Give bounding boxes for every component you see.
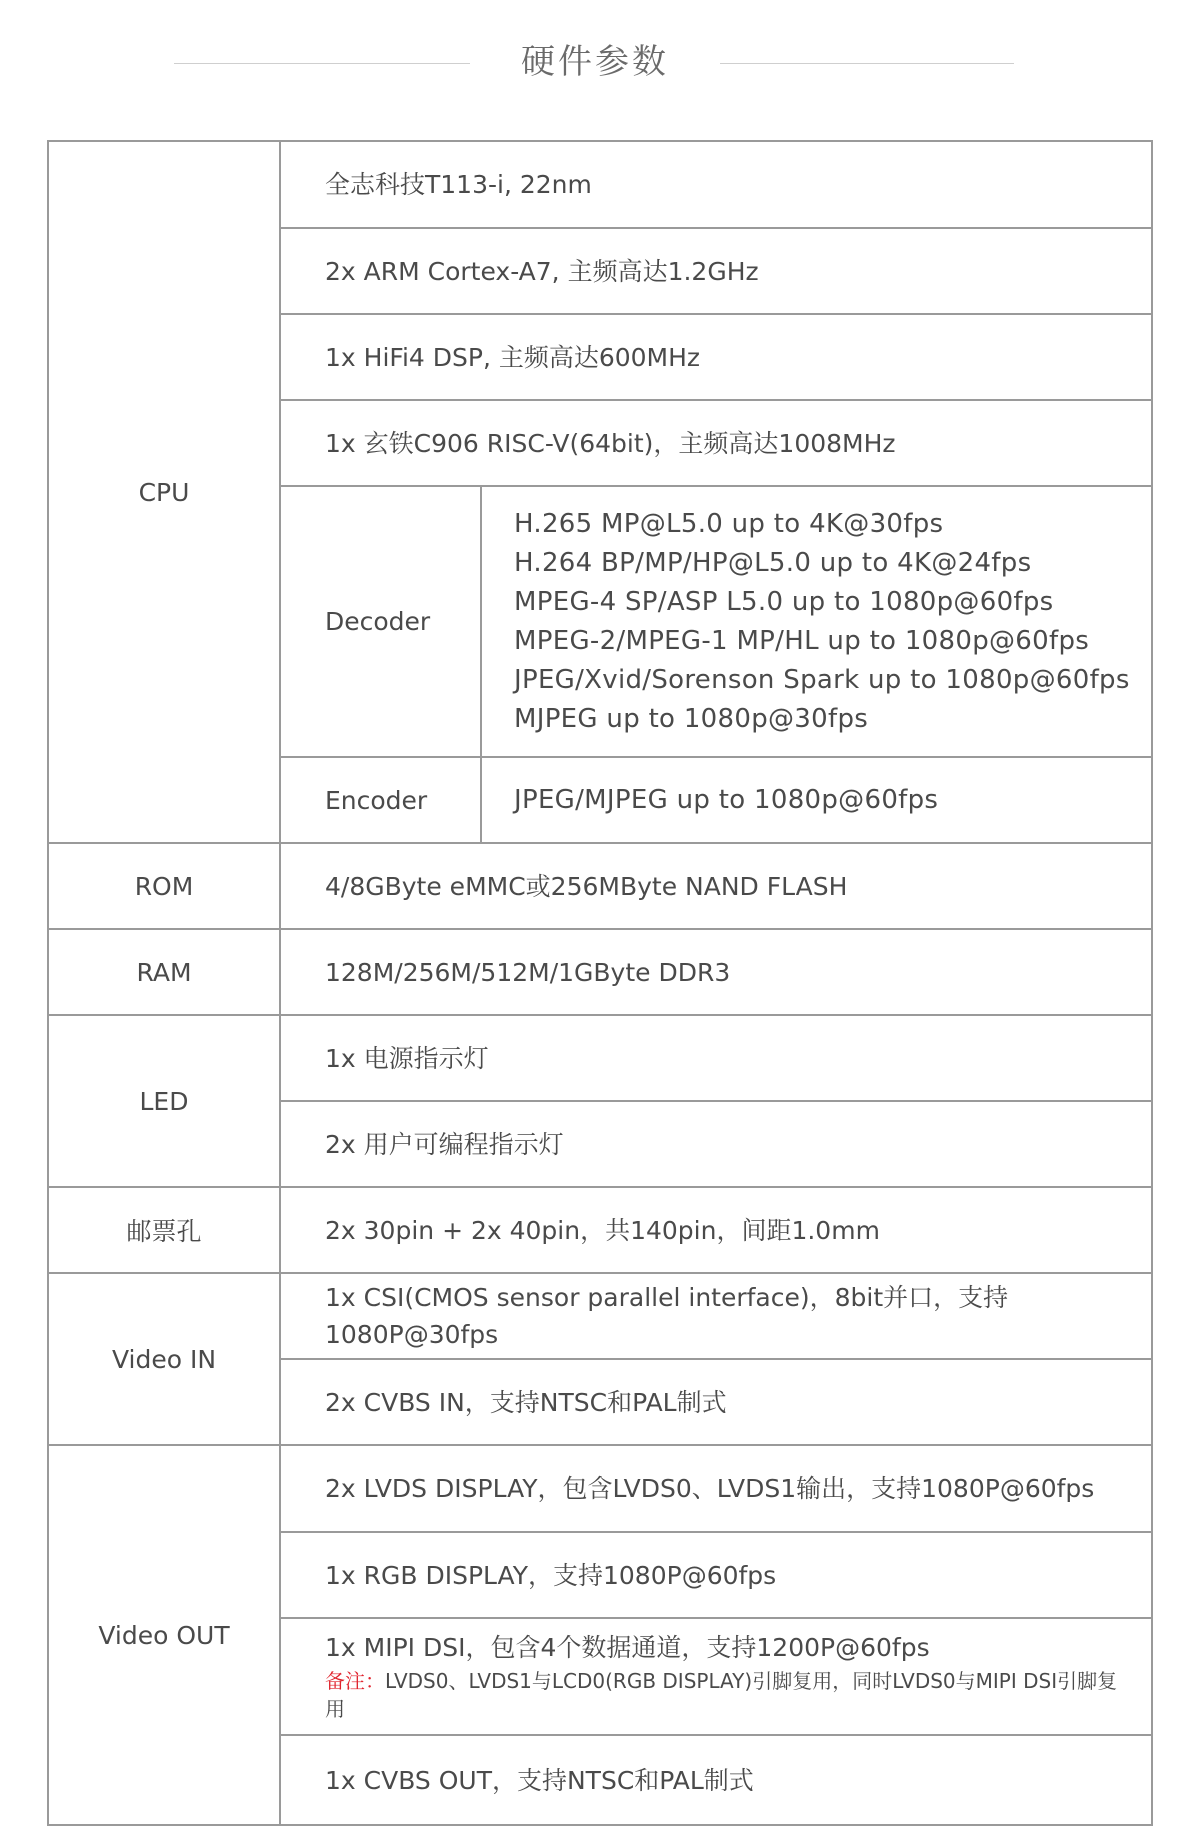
decoder-format-line: MPEG-4 SP/ASP L5.0 up to 1080p@60fps <box>514 586 1054 617</box>
hardware-spec-table <box>47 140 1153 1826</box>
spec-value-ram: 128M/256M/512M/1GByte DDR3 <box>280 929 1152 1015</box>
table-row <box>48 843 1152 929</box>
spec-value-led-user: 2x 用户可编程指示灯 <box>280 1101 1152 1187</box>
spec-value-cpu-riscv: 1x 玄铁C906 RISC-V(64bit)，主频高达1008MHz <box>280 400 1152 486</box>
table-row <box>48 1187 1152 1273</box>
spec-value-video-out-rgb: 1x RGB DISPLAY，支持1080P@60fps <box>280 1532 1152 1618</box>
spec-value-video-in-csi: 1x CSI(CMOS sensor parallel interface)，8bit并口，支持1080P@30fps <box>280 1273 1152 1359</box>
spec-value-video-out-cvbs: 1x CVBS OUT，支持NTSC和PAL制式 <box>280 1735 1152 1825</box>
spec-value-cpu-dsp: 1x HiFi4 DSP, 主频高达600MHz <box>280 314 1152 400</box>
pin-mux-note <box>325 1667 1135 1723</box>
section-header <box>0 30 1200 94</box>
spec-value-led-power: 1x 电源指示灯 <box>280 1015 1152 1101</box>
table-row <box>48 141 1152 228</box>
spec-category-led: LED <box>48 1015 280 1187</box>
header-divider-right <box>720 63 1014 64</box>
table-row <box>48 1273 1152 1359</box>
decoder-format-line: H.265 MP@L5.0 up to 4K@30fps <box>514 508 944 539</box>
decoder-formats <box>481 486 1152 757</box>
spec-value-cpu-soc: 全志科技T113-i, 22nm <box>280 141 1152 228</box>
spec-value-video-out-lvds: 2x LVDS DISPLAY，包含LVDS0、LVDS1输出，支持1080P@60fps <box>280 1445 1152 1532</box>
spec-category-video-in: Video IN <box>48 1273 280 1445</box>
mipi-dsi-text: 1x MIPI DSI，包含4个数据通道，支持1200P@60fps <box>325 1632 930 1662</box>
table-row <box>48 1445 1152 1532</box>
section-title: 硬件参数 <box>521 42 669 82</box>
spec-category-rom: ROM <box>48 843 280 929</box>
spec-category-ram: RAM <box>48 929 280 1015</box>
spec-value-video-in-cvbs: 2x CVBS IN，支持NTSC和PAL制式 <box>280 1359 1152 1445</box>
decoder-format-line: MJPEG up to 1080p@30fps <box>514 703 869 734</box>
decoder-format-line: H.264 BP/MP/HP@L5.0 up to 4K@24fps <box>514 547 1032 578</box>
encoder-format: JPEG/MJPEG up to 1080p@60fps <box>481 757 1152 843</box>
spec-category-stamp-hole: 邮票孔 <box>48 1187 280 1273</box>
spec-value-rom: 4/8GByte eMMC或256MByte NAND FLASH <box>280 843 1152 929</box>
spec-value-video-out-mipi <box>280 1618 1152 1735</box>
spec-subcategory-encoder: Encoder <box>280 757 481 843</box>
spec-category-cpu: CPU <box>48 141 280 843</box>
table-row <box>48 929 1152 1015</box>
spec-value-cpu-arm: 2x ARM Cortex-A7, 主频高达1.2GHz <box>280 228 1152 314</box>
decoder-format-line: MPEG-2/MPEG-1 MP/HL up to 1080p@60fps <box>514 625 1090 656</box>
note-text: LVDS0、LVDS1与LCD0(RGB DISPLAY)引脚复用，同时LVDS0与MIPI DSI引脚复用 <box>325 1668 1118 1721</box>
spec-subcategory-decoder: Decoder <box>280 486 481 757</box>
header-divider-left <box>174 63 470 64</box>
spec-category-video-out: Video OUT <box>48 1445 280 1825</box>
spec-value-stamp-hole: 2x 30pin + 2x 40pin，共140pin，间距1.0mm <box>280 1187 1152 1273</box>
note-label: 备注： <box>325 1668 385 1693</box>
decoder-format-line: JPEG/Xvid/Sorenson Spark up to 1080p@60fps <box>514 664 1130 695</box>
table-row <box>48 1015 1152 1101</box>
